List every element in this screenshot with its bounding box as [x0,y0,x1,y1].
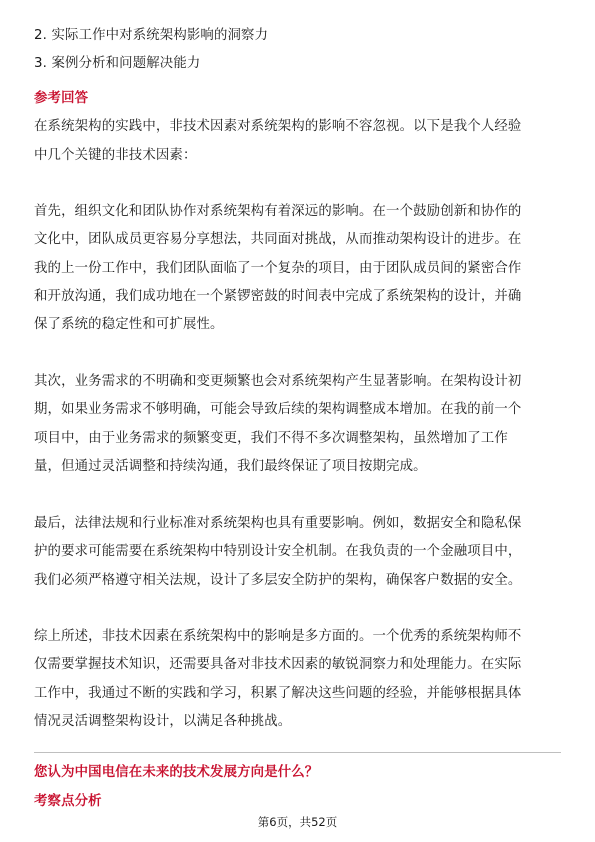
reference-answer-heading: 参考回答 [34,91,89,106]
analysis-heading: 考察点分析 [34,794,102,809]
paragraph-line: 我们必须严格遵守相关法规，设计了多层安全防护的架构，确保客户数据的安全。 [34,573,522,588]
list-item: 2. 实际工作中对系统架构影响的洞察力 [34,28,269,43]
paragraph-line: 仅需要掌握技术知识，还需要具备对非技术因素的敏锐洞察力和处理能力。在实际 [34,657,522,672]
paragraph-line: 护的要求可能需要在系统架构中特别设计安全机制。在我负责的一个金融项目中， [34,544,522,559]
paragraph-line: 量，但通过灵活调整和持续沟通，我们最终保证了项目按期完成。 [34,459,427,474]
paragraph-line: 保了系统的稳定性和可扩展性。 [34,317,224,332]
page-number-footer: 第6页，共52页 [257,815,338,829]
paragraph-line: 我的上一份工作中，我们团队面临了一个复杂的项目，由于团队成员间的紧密合作 [34,261,522,276]
paragraph-line: 在系统架构的实践中，非技术因素对系统架构的影响不容忽视。以下是我个人经验 [34,119,522,134]
paragraph-line: 首先，组织文化和团队协作对系统架构有着深远的影响。在一个鼓励创新和协作的 [34,204,522,219]
paragraph-line: 文化中，团队成员更容易分享想法，共同面对挑战，从而推动架构设计的进步。在 [34,232,522,247]
paragraph-line: 期，如果业务需求不够明确，可能会导致后续的架构调整成本增加。在我的前一个 [34,402,522,417]
paragraph-line: 综上所述，非技术因素在系统架构中的影响是多方面的。一个优秀的系统架构师不 [34,629,522,644]
paragraph-line: 工作中，我通过不断的实践和学习，积累了解决这些问题的经验，并能够根据具体 [34,686,522,701]
paragraph-line: 项目中，由于业务需求的频繁变更，我们不得不多次调整架构，虽然增加了工作 [34,431,508,446]
paragraph-line: 中几个关键的非技术因素： [34,148,197,163]
paragraph-line: 其次，业务需求的不明确和变更频繁也会对系统架构产生显著影响。在架构设计初 [34,374,522,389]
paragraph-line: 情况灵活调整架构设计，以满足各种挑战。 [34,714,292,729]
list-item: 3. 案例分析和问题解决能力 [34,56,201,71]
section-divider [34,752,561,753]
paragraph-line: 和开放沟通，我们成功地在一个紧锣密鼓的时间表中完成了系统架构的设计，并确 [34,289,522,304]
paragraph-line: 最后，法律法规和行业标准对系统架构也具有重要影响。例如，数据安全和隐私保 [34,516,522,531]
next-question-heading: 您认为中国电信在未来的技术发展方向是什么？ [34,765,319,780]
